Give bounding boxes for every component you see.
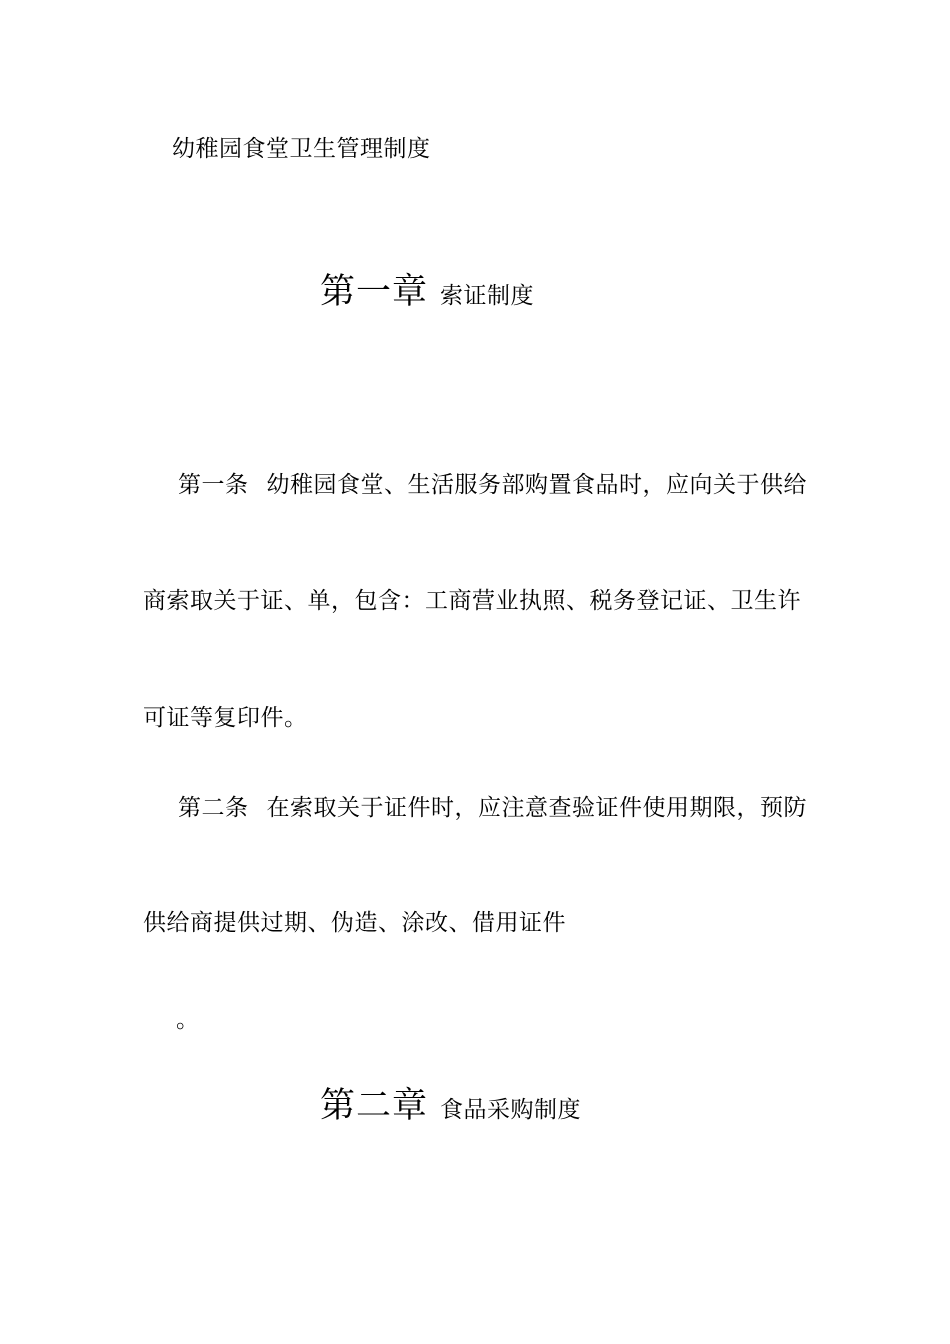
chapter-2-number: 第二章 (320, 1086, 429, 1126)
chapter-1-number: 第一章 (320, 272, 429, 312)
article-2-line-1 (178, 793, 807, 823)
article-1-line-1 (178, 470, 807, 500)
article-2-text-1: 在索取关于证件时，应注意查验证件使用期限，预防 (266, 795, 807, 821)
article-1-text-1: 幼稚园食堂、生活服务部购置食品时，应向关于供给 (266, 472, 807, 498)
chapter-1-heading (320, 270, 534, 320)
article-1-line-3: 可证等复印件。 (143, 705, 308, 731)
chapter-1-name: 索证制度 (440, 283, 535, 309)
chapter-2-name: 食品采购制度 (440, 1097, 582, 1123)
article-2-line-2: 供给商提供过期、伪造、涂改、借用证件 (143, 910, 566, 936)
article-2-label: 第二条 (178, 795, 249, 821)
article-1-label: 第一条 (178, 472, 249, 498)
document-title: 幼稚园食堂卫生管理制度 (172, 136, 431, 162)
article-1-line-2: 商索取关于证、单，包含：工商营业执照、税务登记证、卫生许 (143, 588, 801, 614)
article-2-line-3: 。 (176, 1007, 200, 1033)
chapter-2-heading (320, 1084, 581, 1134)
